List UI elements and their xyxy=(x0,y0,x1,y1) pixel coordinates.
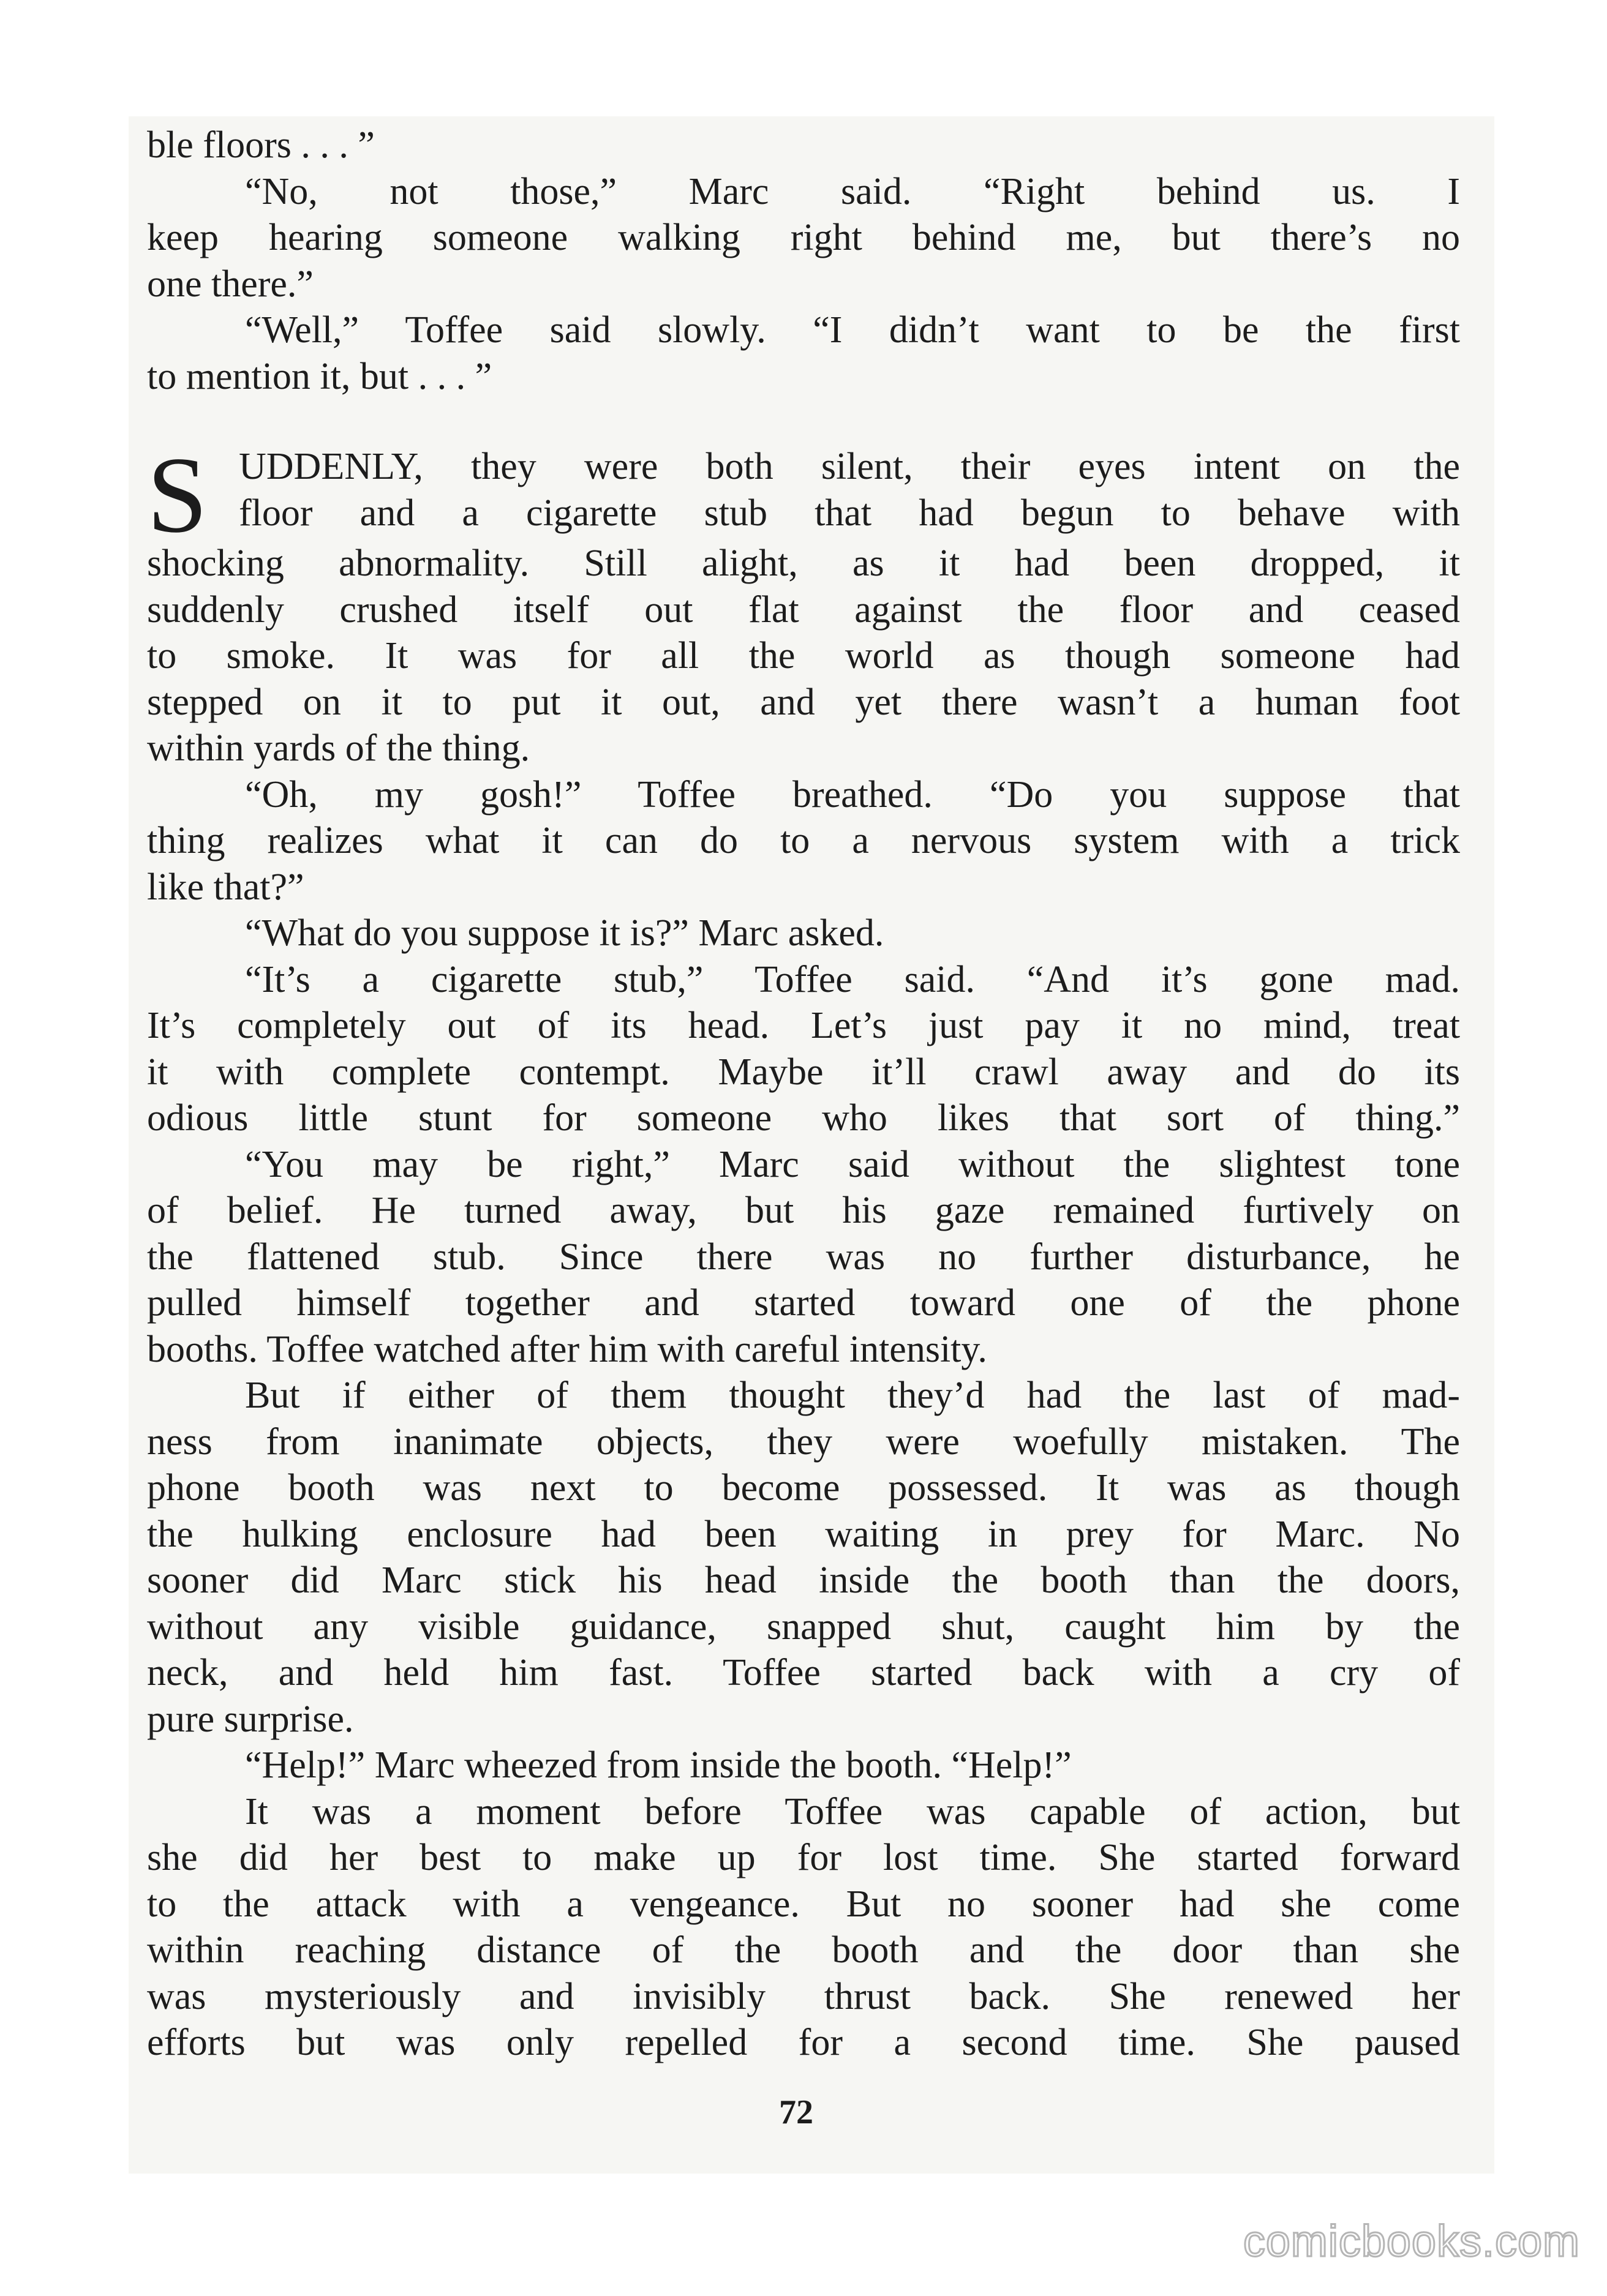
text-line: within yards of the thing. xyxy=(147,727,530,769)
text-line: the flattened stub. Since there was no further disturbance, he xyxy=(147,1236,1460,1278)
text-line: “Well,” Toffee said slowly. “I didn’t want to be the first xyxy=(245,309,1460,351)
text-line: phone booth was next to become possessed. It was as though xyxy=(147,1467,1460,1509)
drop-cap-paragraph xyxy=(147,434,1460,555)
text-line: keep hearing someone walking right behind me, but there’s no xyxy=(147,217,1460,258)
text-line: of belief. He turned away, but his gaze remained furtively on xyxy=(147,1190,1460,1231)
section-break xyxy=(147,400,1460,444)
text-line: “It’s a cigarette stub,” Toffee said. “And it’s gone mad. xyxy=(245,958,1460,1000)
text-line: UDDENLY, they were both silent, their eyes intent on the xyxy=(239,446,1460,487)
body-text xyxy=(147,122,1460,2066)
text-line: “Oh, my gosh!” Toffee breathed. “Do you suppose that xyxy=(245,773,1460,816)
watermark-logo: comicbooks.com xyxy=(1243,2217,1580,2266)
text-line: thing realizes what it can do to a nervous system with a trick xyxy=(147,820,1460,861)
text-line: booths. Toffee watched after him with careful intensity. xyxy=(147,1328,987,1370)
text-line: to the attack with a vengeance. But no sooner had she come xyxy=(147,1883,1460,1925)
drop-cap: S xyxy=(147,434,208,555)
text-line: efforts but was only repelled for a second time. She paused xyxy=(147,2022,1460,2063)
text-line: shocking abnormality. Still alight, as it had been dropped, it xyxy=(147,542,1460,584)
text-line: ness from inanimate objects, they were woefully mistaken. The xyxy=(147,1420,1460,1463)
text-line: the hulking enclosure had been waiting in prey for Marc. No xyxy=(147,1513,1460,1555)
text-line: like that?” xyxy=(147,866,304,908)
text-line: floor and a cigarette stub that had begun to behave with xyxy=(239,492,1460,534)
text-line: “Help!” Marc wheezed from inside the booth. “Help!” xyxy=(245,1744,1072,1786)
text-line: It’s completely out of its head. Let’s just pay it no mind, treat xyxy=(147,1005,1460,1046)
text-line: was mysteriously and invisibly thrust back. She renewed her xyxy=(147,1975,1460,2017)
text-line: It was a moment before Toffee was capable of action, but xyxy=(245,1790,1460,1833)
page-number: 72 xyxy=(779,2093,813,2131)
text-line: she did her best to make up for lost time. She started forward xyxy=(147,1837,1460,1878)
text-line: neck, and held him fast. Toffee started back with a cry of xyxy=(147,1652,1460,1694)
text-line: pure surprise. xyxy=(147,1698,354,1740)
text-line: “What do you suppose it is?” Marc asked. xyxy=(245,912,884,954)
text-line: it with complete contempt. Maybe it’ll crawl away and do its xyxy=(147,1051,1460,1093)
text-line: But if either of them thought they’d had the last of mad- xyxy=(245,1375,1460,1416)
text-line: pulled himself together and started toward one of the phone xyxy=(147,1282,1460,1324)
text-line: stepped on it to put it out, and yet there wasn’t a human foot xyxy=(147,681,1460,723)
text-line: within reaching distance of the booth and the door than she xyxy=(147,1929,1460,1971)
text-line: sooner did Marc stick his head inside the booth than the doors, xyxy=(147,1559,1460,1601)
text-line: to smoke. It was for all the world as though someone had xyxy=(147,635,1460,677)
text-line: “No, not those,” Marc said. “Right behind us. I xyxy=(245,170,1460,212)
text-line: odious little stunt for someone who likes that sort of thing.” xyxy=(147,1097,1460,1139)
text-line: suddenly crushed itself out flat against the floor and ceased xyxy=(147,588,1460,631)
text-line: one there.” xyxy=(147,263,314,305)
text-line: to mention it, but . . . ” xyxy=(147,355,492,397)
text-line: ble floors . . . ” xyxy=(147,124,375,166)
text-line: “You may be right,” Marc said without the slightest tone xyxy=(245,1143,1460,1185)
text-line: without any visible guidance, snapped shut, caught him by the xyxy=(147,1605,1460,1648)
